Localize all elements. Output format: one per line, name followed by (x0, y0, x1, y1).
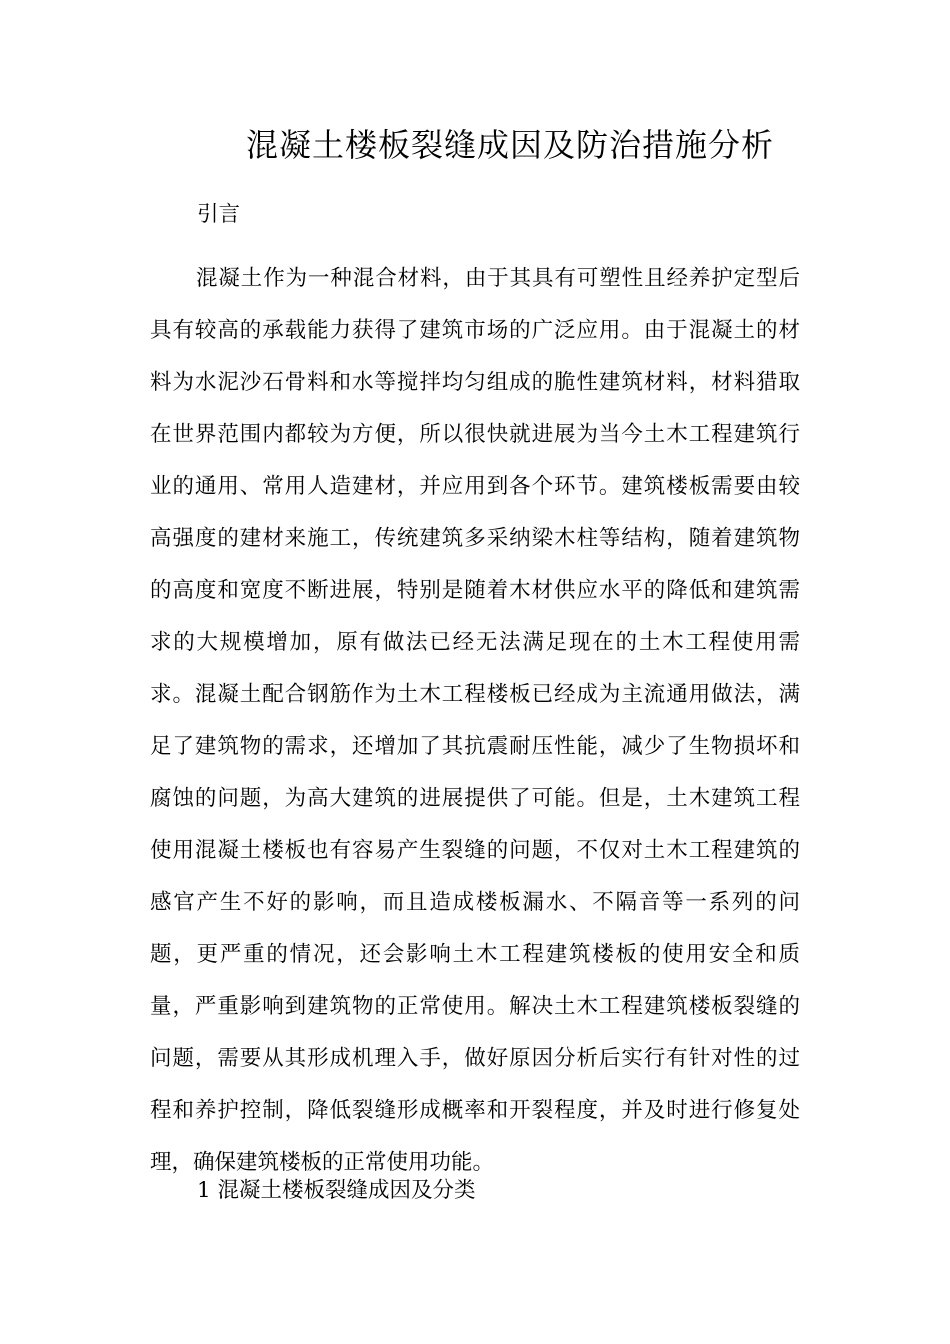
paragraph-line: 业的通用、常用人造建材，并应用到各个环节。建筑楼板需要由较 (150, 474, 800, 499)
paragraph-line: 题，更严重的情况，还会影响土木工程建筑楼板的使用安全和质 (150, 942, 800, 967)
intro-heading: 引言 (197, 202, 241, 227)
paragraph-line: 腐蚀的问题，为高大建筑的进展提供了可能。但是，土木建筑工程 (150, 786, 800, 811)
paragraph-line: 理，确保建筑楼板的正常使用功能。 (150, 1150, 495, 1175)
paragraph-line: 求。混凝土配合钢筋作为土木工程楼板已经成为主流通用做法，满 (150, 682, 800, 707)
paragraph-line: 求的大规模增加，原有做法已经无法满足现在的土木工程使用需 (150, 630, 800, 655)
paragraph-line: 量，严重影响到建筑物的正常使用。解决土木工程建筑楼板裂缝的 (150, 994, 800, 1019)
paragraph-line: 的高度和宽度不断进展，特别是随着木材供应水平的降低和建筑需 (150, 578, 800, 603)
paragraph-line: 料为水泥沙石骨料和水等搅拌均匀组成的脆性建筑材料，材料猎取 (150, 370, 800, 395)
paragraph-line: 使用混凝土楼板也有容易产生裂缝的问题，不仅对土木工程建筑的 (150, 838, 800, 863)
paragraph-line: 在世界范围内都较为方便，所以很快就进展为当今土木工程建筑行 (150, 422, 800, 447)
section-heading: 1 混凝土楼板裂缝成因及分类 (197, 1178, 476, 1203)
paragraph-line: 感官产生不好的影响，而且造成楼板漏水、不隔音等一系列的问 (150, 890, 800, 915)
paragraph-line: 问题，需要从其形成机理入手，做好原因分析后实行有针对性的过 (150, 1046, 800, 1071)
paragraph-line: 具有较高的承载能力获得了建筑市场的广泛应用。由于混凝土的材 (150, 318, 800, 343)
paragraph-line: 高强度的建材来施工，传统建筑多采纳梁木柱等结构，随着建筑物 (150, 526, 800, 551)
paragraph-line: 混凝土作为一种混合材料，由于其具有可塑性且经养护定型后 (196, 266, 800, 291)
paragraph-line: 足了建筑物的需求，还增加了其抗震耐压性能，减少了生物损坏和 (150, 734, 800, 759)
intro-paragraph (150, 253, 800, 1189)
paragraph-line: 程和养护控制，降低裂缝形成概率和开裂程度，并及时进行修复处 (150, 1098, 800, 1123)
document-title: 混凝土楼板裂缝成因及防治措施分析 (245, 126, 774, 164)
